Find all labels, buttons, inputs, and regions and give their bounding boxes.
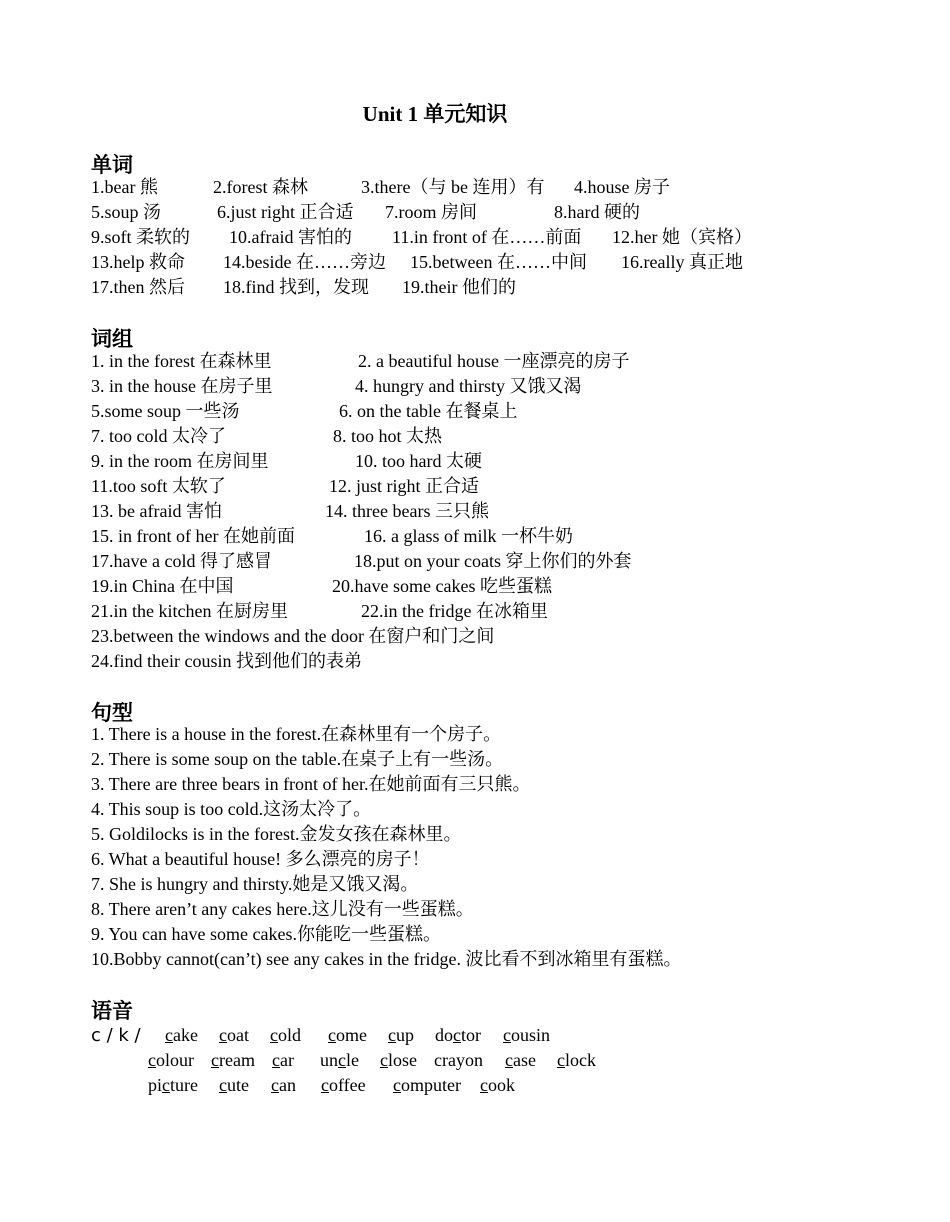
phonics-sound: c / k /	[91, 1025, 141, 1046]
phrase-item: 23.between the windows and the door 在窗户和门之间	[91, 626, 495, 646]
phonics-word-part: ousin	[511, 1025, 551, 1045]
phonics-word-part: pi	[148, 1075, 163, 1095]
phonics-word-part: ute	[227, 1075, 249, 1095]
phrase-item: 24.find their cousin 找到他们的表弟	[91, 651, 362, 671]
phonics-word	[328, 1023, 367, 1048]
phonics-word	[380, 1048, 417, 1073]
word-item: 2.forest 森林	[213, 177, 308, 197]
phonics-word	[434, 1048, 483, 1073]
phonics-word-part: old	[278, 1025, 302, 1045]
phrase-item: 7. too cold 太冷了	[91, 426, 226, 446]
sentence-item: 5. Goldilocks is in the forest.金发女孩在森林里。	[91, 824, 462, 844]
phonics-word-part: lock	[565, 1050, 596, 1070]
phrase-item: 17.have a cold 得了感冒	[91, 551, 272, 571]
phonics-word-part: ture	[170, 1075, 198, 1095]
phonics-letter-underlined: c	[162, 1075, 171, 1095]
sentence-item: 3. There are three bears in front of her.在她前面有三只熊。	[91, 774, 531, 794]
sentence-item: 7. She is hungry and thirsty.她是又饿又渴。	[91, 874, 419, 894]
phonics-letter-underlined: c	[271, 1075, 279, 1095]
phonics-letter-underlined: c	[380, 1050, 388, 1070]
word-item: 17.then 然后	[91, 277, 185, 297]
phrase-item: 15. in front of her 在她前面	[91, 526, 295, 546]
phrase-item: 5.some soup 一些汤	[91, 401, 240, 421]
phonics-word-part: do	[435, 1025, 453, 1045]
word-item: 11.in front of 在……前面	[392, 227, 582, 247]
phonics-word	[271, 1073, 296, 1098]
word-item: 7.room 房间	[385, 202, 477, 222]
phonics-word	[503, 1023, 550, 1048]
sentence-item: 2. There is some soup on the table.在桌子上有一些汤。	[91, 749, 504, 769]
phonics-word-part: ake	[173, 1025, 198, 1045]
phonics-letter-underlined: c	[505, 1050, 513, 1070]
phrase-item: 8. too hot 太热	[333, 426, 443, 446]
phrase-item: 3. in the house 在房子里	[91, 376, 273, 396]
phonics-word-part: ook	[488, 1075, 515, 1095]
word-item: 14.beside 在……旁边	[223, 252, 386, 272]
phonics-word-part: an	[279, 1075, 296, 1095]
phonics-letter-underlined: c	[453, 1025, 461, 1045]
phonics-word-part: ream	[219, 1050, 255, 1070]
phonics-letter-underlined: c	[270, 1025, 278, 1045]
phonics-word-part: ase	[513, 1050, 536, 1070]
phonics-word-part: offee	[329, 1075, 366, 1095]
phonics-letter-underlined: c	[388, 1025, 396, 1045]
sentences-heading: 句型	[91, 701, 133, 725]
word-item: 15.between 在……中间	[410, 252, 587, 272]
phonics-word	[165, 1023, 198, 1048]
phonics-word-part: olour	[156, 1050, 194, 1070]
phonics-letter-underlined: c	[503, 1025, 511, 1045]
phonics-word-part: oat	[227, 1025, 249, 1045]
phonics-word	[435, 1023, 481, 1048]
word-item: 4.house 房子	[574, 177, 670, 197]
phonics-letter-underlined: c	[321, 1075, 329, 1095]
phrase-item: 14. three bears 三只熊	[325, 501, 489, 521]
phonics-word	[219, 1023, 249, 1048]
phrase-item: 21.in the kitchen 在厨房里	[91, 601, 288, 621]
phrase-item: 16. a glass of milk 一杯牛奶	[364, 526, 573, 546]
phonics-word	[148, 1073, 198, 1098]
word-item: 8.hard 硬的	[554, 202, 640, 222]
phrases-heading: 词组	[91, 327, 133, 351]
word-item: 3.there（与 be 连用）有	[361, 177, 545, 197]
phonics-letter-underlined: c	[338, 1050, 346, 1070]
word-item: 18.find 找到，发现	[223, 277, 369, 297]
word-item: 13.help 救命	[91, 252, 185, 272]
phonics-letter-underlined: c	[272, 1050, 280, 1070]
phonics-letter-underlined: c	[211, 1050, 219, 1070]
phonics-word	[321, 1073, 366, 1098]
sentence-item: 10.Bobby cannot(can’t) see any cakes in the fridge. 波比看不到冰箱里有蛋糕。	[91, 949, 682, 969]
phonics-letter-underlined: c	[219, 1075, 227, 1095]
phrase-item: 9. in the room 在房间里	[91, 451, 269, 471]
phrase-item: 2. a beautiful house 一座漂亮的房子	[358, 351, 630, 371]
word-item: 5.soup 汤	[91, 202, 162, 222]
phrase-item: 6. on the table 在餐桌上	[339, 401, 518, 421]
phonics-word-part: tor	[461, 1025, 481, 1045]
phonics-word	[320, 1048, 359, 1073]
phrase-item: 18.put on your coats 穿上你们的外套	[354, 551, 632, 571]
phonics-letter-underlined: c	[480, 1075, 488, 1095]
sentence-item: 1. There is a house in the forest.在森林里有一个房子。	[91, 724, 502, 744]
phrase-item: 1. in the forest 在森林里	[91, 351, 272, 371]
phonics-letter-underlined: c	[148, 1050, 156, 1070]
word-item: 6.just right 正合适	[217, 202, 354, 222]
phonics-letter-underlined: c	[557, 1050, 565, 1070]
phonics-word-part: crayon	[434, 1050, 483, 1070]
phrase-item: 4. hungry and thirsty 又饿又渴	[355, 376, 582, 396]
phonics-letter-underlined: c	[328, 1025, 336, 1045]
sentence-item: 8. There aren’t any cakes here.这儿没有一些蛋糕。	[91, 899, 474, 919]
page-title: Unit 1 单元知识	[362, 102, 508, 126]
phonics-word	[219, 1073, 249, 1098]
word-item: 10.afraid 害怕的	[229, 227, 352, 247]
phonics-word	[272, 1048, 294, 1073]
phonics-word	[211, 1048, 255, 1073]
phonics-word-part: up	[396, 1025, 414, 1045]
sentence-item: 4. This soup is too cold.这汤太冷了。	[91, 799, 372, 819]
phonics-word-part: le	[346, 1050, 359, 1070]
phrase-item: 20.have some cakes 吃些蛋糕	[332, 576, 552, 596]
phonics-letter-underlined: c	[165, 1025, 173, 1045]
word-item: 9.soft 柔软的	[91, 227, 190, 247]
phonics-word	[393, 1073, 461, 1098]
phonics-word-part: ar	[280, 1050, 294, 1070]
word-item: 16.really 真正地	[621, 252, 743, 272]
phrase-item: 10. too hard 太硬	[355, 451, 482, 471]
words-heading: 单词	[91, 153, 133, 177]
phonics-word-part: un	[320, 1050, 338, 1070]
phonics-word	[148, 1048, 194, 1073]
phonics-letter-underlined: c	[219, 1025, 227, 1045]
phonics-word	[270, 1023, 301, 1048]
sentence-item: 9. You can have some cakes.你能吃一些蛋糕。	[91, 924, 441, 944]
phonics-word	[505, 1048, 536, 1073]
phonics-word	[557, 1048, 596, 1073]
phonics-word-part: ome	[336, 1025, 367, 1045]
phrase-item: 11.too soft 太软了	[91, 476, 226, 496]
phrase-item: 22.in the fridge 在冰箱里	[361, 601, 548, 621]
phonics-word-part: omputer	[401, 1075, 461, 1095]
phrase-item: 13. be afraid 害怕	[91, 501, 222, 521]
sentence-item: 6. What a beautiful house! 多么漂亮的房子！	[91, 849, 430, 869]
phonics-word	[480, 1073, 515, 1098]
phrase-item: 19.in China 在中国	[91, 576, 234, 596]
phonics-word-part: lose	[388, 1050, 417, 1070]
word-item: 1.bear 熊	[91, 177, 158, 197]
phonics-heading: 语音	[91, 999, 133, 1023]
word-item: 19.their 他们的	[402, 277, 516, 297]
phonics-letter-underlined: c	[393, 1075, 401, 1095]
phrase-item: 12. just right 正合适	[329, 476, 480, 496]
word-item: 12.her 她（宾格）	[612, 227, 752, 247]
phonics-word	[388, 1023, 414, 1048]
